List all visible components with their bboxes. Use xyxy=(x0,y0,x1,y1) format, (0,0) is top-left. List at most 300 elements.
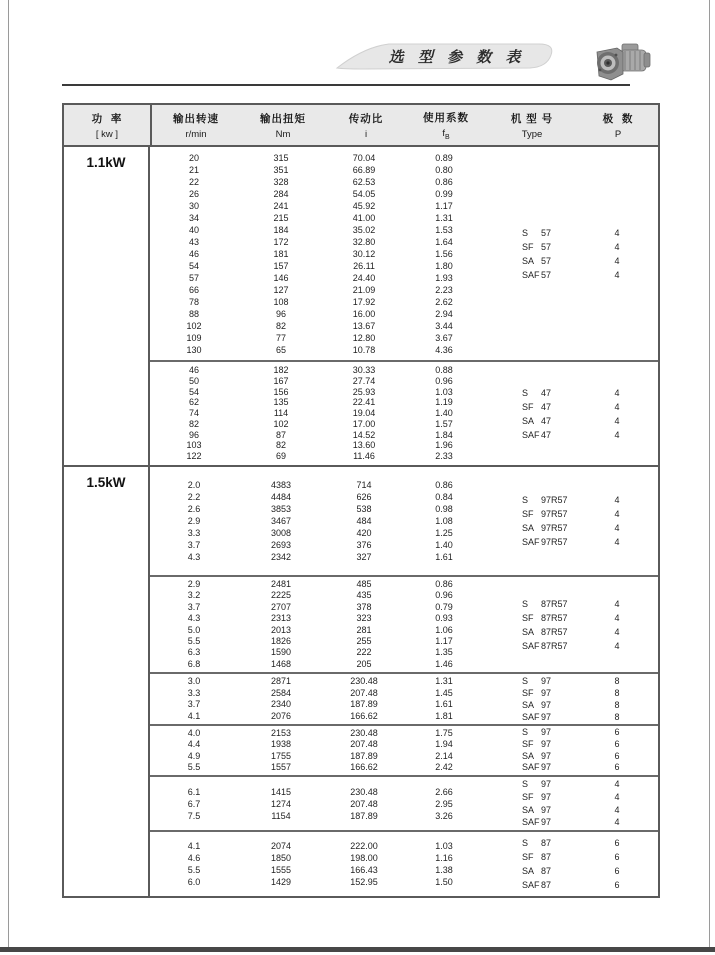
ratio-value: 14.52 xyxy=(352,429,376,440)
power-label: 1.1kW xyxy=(64,147,150,465)
type-model-number: 47 xyxy=(541,401,552,412)
speed-value: 21 xyxy=(188,164,199,175)
ratio-value: 19.04 xyxy=(352,408,376,419)
page-right-border xyxy=(709,0,710,949)
torque-value: 182 xyxy=(273,364,289,375)
type-cell xyxy=(484,226,576,240)
type-model-number: 87R57 xyxy=(541,626,568,637)
torque-value: 2313 xyxy=(270,613,292,624)
type-prefix: SF xyxy=(522,688,534,698)
torque-value: 4383 xyxy=(270,480,292,490)
speed-value: 82 xyxy=(188,418,199,429)
fb-value: 2.14 xyxy=(435,750,453,761)
ratio-value: 626 xyxy=(356,492,372,502)
type-cell xyxy=(484,625,576,639)
speed-value: 6.7 xyxy=(187,798,201,809)
speed-value: 3.3 xyxy=(187,528,201,538)
fb-value: 3.44 xyxy=(435,320,453,331)
ratio-value: 187.89 xyxy=(350,810,378,821)
torque-value: 4484 xyxy=(270,492,292,502)
speed-value: 2.0 xyxy=(187,480,201,490)
type-model-number: 57 xyxy=(541,241,552,252)
speed-value: 3.7 xyxy=(187,601,201,612)
speed-value: 62 xyxy=(188,397,199,408)
type-prefix: SA xyxy=(522,750,535,761)
type-cell xyxy=(484,639,576,653)
type-model-number: 47 xyxy=(541,429,552,440)
type-prefix: S xyxy=(522,495,529,505)
pole-count: 6 xyxy=(614,727,620,737)
ratio-value: 230.48 xyxy=(350,786,378,797)
speed-value: 6.3 xyxy=(187,647,201,658)
speed-value: 102 xyxy=(186,320,202,331)
ratio-value: 66.89 xyxy=(352,164,376,175)
ratio-value: 12.80 xyxy=(352,332,376,343)
pole-count: 8 xyxy=(614,700,620,710)
type-prefix: SAF xyxy=(522,429,540,440)
data-block xyxy=(150,726,658,777)
type-model-number: 87 xyxy=(541,866,552,876)
ratio-value: 10.78 xyxy=(352,344,376,355)
data-block xyxy=(150,467,658,577)
type-cell xyxy=(484,727,576,739)
speed-value: 2.6 xyxy=(187,504,201,514)
page-bottom-bar xyxy=(0,947,715,952)
fb-value: 1.35 xyxy=(435,647,453,658)
ratio-value: 207.48 xyxy=(350,739,378,750)
pole-count: 4 xyxy=(614,509,620,519)
header-output-torque xyxy=(240,105,326,145)
fb-value: 0.84 xyxy=(435,492,453,502)
header-service-factor-cn: 使用系数 xyxy=(423,111,469,124)
header-service-factor-unit: $f_B$ xyxy=(442,127,450,141)
type-model-number: 97 xyxy=(541,712,552,722)
torque-value: 2013 xyxy=(270,624,292,635)
type-model-number: 47 xyxy=(541,387,552,398)
speed-value: 4.0 xyxy=(187,728,201,738)
header-model-type-cn: 机 型 号 xyxy=(510,112,554,125)
type-cell xyxy=(484,836,576,850)
torque-value: 215 xyxy=(273,212,289,223)
type-columns xyxy=(484,832,658,896)
torque-value: 157 xyxy=(273,260,289,271)
type-prefix: SF xyxy=(522,612,534,623)
numeric-columns xyxy=(150,674,484,724)
torque-value: 2076 xyxy=(270,710,292,721)
type-prefix: SF xyxy=(522,401,534,412)
type-prefix: S xyxy=(522,387,529,398)
torque-value: 2871 xyxy=(270,676,292,686)
type-prefix: SA xyxy=(522,523,535,533)
type-cell xyxy=(484,240,576,254)
speed-value: 4.1 xyxy=(187,841,201,851)
ratio-value: 11.46 xyxy=(353,451,375,462)
torque-value: 1429 xyxy=(270,877,292,887)
torque-value: 2707 xyxy=(270,601,292,612)
ratio-value: 207.48 xyxy=(350,798,378,809)
type-model-number: 97 xyxy=(541,791,552,802)
header-output-torque-unit: Nm xyxy=(275,128,291,140)
torque-value: 65 xyxy=(275,344,286,355)
fb-value: 1.94 xyxy=(435,739,453,750)
numeric-columns xyxy=(150,577,484,672)
type-model-number: 97 xyxy=(541,727,552,737)
fb-value: 0.99 xyxy=(435,188,453,199)
pole-count: 6 xyxy=(614,852,620,862)
speed-value: 30 xyxy=(188,200,199,211)
torque-value: 1826 xyxy=(270,635,292,646)
speed-value: 7.5 xyxy=(187,810,201,821)
speed-value: 54 xyxy=(188,386,199,397)
pole-count: 4 xyxy=(614,255,620,266)
numeric-columns xyxy=(150,362,484,465)
type-columns xyxy=(484,147,658,360)
speed-value: 78 xyxy=(188,296,199,307)
pole-count: 4 xyxy=(614,227,620,238)
page-title: 选 型 参 数 表 xyxy=(388,49,526,66)
pole-count: 4 xyxy=(614,387,620,398)
header-poles-cn: 极 数 xyxy=(602,112,634,125)
fb-value: 1.56 xyxy=(435,248,453,259)
ratio-value: 435 xyxy=(356,590,372,601)
torque-value: 87 xyxy=(275,429,286,440)
page-left-border xyxy=(8,0,9,949)
ratio-value: 17.92 xyxy=(352,296,376,307)
header-power xyxy=(64,105,152,145)
ratio-value: 484 xyxy=(356,516,372,526)
torque-value: 315 xyxy=(273,152,289,163)
torque-value: 1555 xyxy=(270,865,292,875)
speed-value: 46 xyxy=(188,248,199,259)
speed-value: 122 xyxy=(186,451,202,462)
ratio-value: 22.41 xyxy=(352,397,376,408)
type-model-number: 57 xyxy=(541,269,552,280)
pole-count: 4 xyxy=(614,241,620,252)
type-model-number: 97 xyxy=(541,738,552,749)
data-block xyxy=(150,577,658,674)
speed-value: 5.5 xyxy=(187,865,201,875)
pole-count: 6 xyxy=(614,750,620,761)
pole-count: 4 xyxy=(614,626,620,637)
ratio-value: 54.05 xyxy=(352,188,376,199)
data-block xyxy=(150,832,658,896)
type-model-number: 97 xyxy=(541,779,552,789)
type-cell xyxy=(484,675,576,687)
ratio-value: 198.00 xyxy=(350,853,378,863)
fb-value: 0.86 xyxy=(435,480,453,490)
torque-value: 1850 xyxy=(270,853,292,863)
fb-value: 1.16 xyxy=(435,853,453,863)
pole-count: 4 xyxy=(614,804,620,815)
ratio-value: 70.04 xyxy=(352,152,376,163)
fb-value: 2.66 xyxy=(435,786,453,797)
torque-value: 328 xyxy=(273,176,289,187)
speed-value: 4.6 xyxy=(187,853,201,863)
selection-parameter-table xyxy=(62,103,660,898)
header-output-speed-cn: 输出转速 xyxy=(173,112,219,125)
torque-value: 82 xyxy=(275,320,286,331)
ratio-value: 24.40 xyxy=(352,272,376,283)
pole-count: 4 xyxy=(614,401,620,412)
ratio-value: 152.95 xyxy=(350,877,378,887)
speed-value: 26 xyxy=(188,188,199,199)
speed-value: 54 xyxy=(188,260,199,271)
torque-value: 2342 xyxy=(270,552,292,562)
type-prefix: SAF xyxy=(522,537,540,547)
type-model-number: 87 xyxy=(541,838,552,848)
pole-count: 4 xyxy=(614,495,620,505)
type-columns xyxy=(484,726,658,775)
torque-value: 2074 xyxy=(270,841,292,851)
type-model-number: 47 xyxy=(541,415,552,426)
speed-value: 57 xyxy=(188,272,199,283)
torque-value: 114 xyxy=(273,408,289,419)
type-model-number: 57 xyxy=(541,255,552,266)
fb-value: 0.79 xyxy=(435,601,453,612)
torque-value: 1590 xyxy=(270,647,292,658)
ratio-value: 205 xyxy=(356,658,372,669)
speed-value: 6.0 xyxy=(187,877,201,887)
torque-value: 127 xyxy=(273,284,289,295)
torque-value: 156 xyxy=(273,386,289,397)
ratio-value: 207.48 xyxy=(350,687,378,698)
type-cell xyxy=(484,778,576,791)
type-prefix: S xyxy=(522,676,529,686)
type-prefix: SA xyxy=(522,626,535,637)
torque-value: 1468 xyxy=(270,658,292,669)
fb-value: 1.64 xyxy=(435,236,453,247)
fb-value: 2.95 xyxy=(435,798,453,809)
fb-value: 0.98 xyxy=(435,504,453,514)
type-cell xyxy=(484,739,576,751)
ratio-value: 230.48 xyxy=(350,728,378,738)
ratio-value: 17.00 xyxy=(352,418,376,429)
fb-value: 2.42 xyxy=(435,761,453,772)
type-prefix: SA xyxy=(522,415,535,426)
type-columns xyxy=(484,674,658,724)
type-model-number: 97 xyxy=(541,750,552,761)
fb-value: 2.62 xyxy=(435,296,453,307)
torque-value: 108 xyxy=(273,296,289,307)
pole-count: 4 xyxy=(614,791,620,802)
type-model-number: 87 xyxy=(541,880,552,890)
speed-value: 5.5 xyxy=(187,761,201,772)
power-section xyxy=(64,147,658,467)
section-blocks xyxy=(150,147,658,465)
pole-count: 6 xyxy=(614,880,620,890)
torque-value: 102 xyxy=(273,418,289,429)
type-prefix: SF xyxy=(522,852,534,862)
header-power-cn: 功 率 xyxy=(91,112,123,125)
header-poles xyxy=(578,105,658,145)
type-cell xyxy=(484,414,576,428)
speed-value: 3.7 xyxy=(187,540,201,550)
type-cell xyxy=(484,850,576,864)
type-cell xyxy=(484,521,576,535)
type-model-number: 97 xyxy=(541,676,552,686)
type-columns xyxy=(484,777,658,830)
speed-value: 4.4 xyxy=(187,739,201,750)
type-cell xyxy=(484,428,576,442)
type-cell xyxy=(484,597,576,611)
speed-value: 103 xyxy=(186,440,202,451)
speed-value: 50 xyxy=(188,375,199,386)
type-prefix: SAF xyxy=(522,269,540,280)
speed-value: 4.9 xyxy=(187,750,201,761)
type-cell xyxy=(484,268,576,282)
pole-count: 6 xyxy=(614,838,620,848)
torque-value: 3008 xyxy=(270,528,292,538)
ratio-value: 538 xyxy=(356,504,372,514)
ratio-value: 166.62 xyxy=(350,761,378,772)
type-model-number: 97R57 xyxy=(541,495,568,505)
fb-value: 2.94 xyxy=(435,308,453,319)
power-label: 1.5kW xyxy=(64,467,150,896)
type-cell xyxy=(484,878,576,892)
data-block xyxy=(150,674,658,726)
torque-value: 351 xyxy=(273,164,289,175)
torque-value: 77 xyxy=(275,332,286,343)
pole-count: 4 xyxy=(614,415,620,426)
numeric-columns xyxy=(150,832,484,896)
pole-count: 8 xyxy=(614,688,620,698)
speed-value: 74 xyxy=(188,408,199,419)
fb-value: 1.46 xyxy=(435,658,453,669)
fb-value: 1.25 xyxy=(435,528,453,538)
torque-value: 184 xyxy=(273,224,289,235)
pole-count: 4 xyxy=(614,817,620,828)
type-cell xyxy=(484,864,576,878)
ratio-value: 25.93 xyxy=(352,386,376,397)
data-block xyxy=(150,362,658,465)
speed-value: 4.3 xyxy=(187,613,201,624)
type-model-number: 57 xyxy=(541,227,552,238)
header-output-speed xyxy=(152,105,240,145)
ratio-value: 35.02 xyxy=(352,224,376,235)
header-ratio-unit: i xyxy=(364,128,368,140)
speed-value: 2.2 xyxy=(187,492,201,502)
ratio-value: 41.00 xyxy=(352,212,376,223)
speed-value: 43 xyxy=(188,236,199,247)
type-cell xyxy=(484,386,576,400)
ratio-value: 21.09 xyxy=(352,284,376,295)
ratio-value: 323 xyxy=(356,613,372,624)
type-columns xyxy=(484,362,658,465)
torque-value: 2153 xyxy=(270,728,292,738)
torque-value: 2225 xyxy=(270,590,292,601)
title-divider-line xyxy=(62,84,630,86)
type-model-number: 87R57 xyxy=(541,640,568,651)
ratio-value: 255 xyxy=(356,635,372,646)
speed-value: 4.1 xyxy=(187,710,201,721)
torque-value: 172 xyxy=(273,236,289,247)
type-model-number: 97 xyxy=(541,817,552,828)
torque-value: 69 xyxy=(275,451,286,462)
fb-value: 0.89 xyxy=(435,152,453,163)
section-blocks xyxy=(150,467,658,896)
type-model-number: 97 xyxy=(541,700,552,710)
ratio-value: 166.43 xyxy=(350,865,378,875)
torque-value: 241 xyxy=(273,200,289,211)
fb-value: 4.36 xyxy=(435,344,453,355)
fb-value: 1.81 xyxy=(435,710,453,721)
speed-value: 6.1 xyxy=(187,786,201,797)
pole-count: 4 xyxy=(614,640,620,651)
torque-value: 167 xyxy=(273,375,289,386)
speed-value: 2.9 xyxy=(187,516,201,526)
type-prefix: S xyxy=(522,838,529,848)
type-cell xyxy=(484,493,576,507)
type-cell xyxy=(484,699,576,711)
type-prefix: SAF xyxy=(522,817,540,828)
ratio-value: 13.67 xyxy=(352,320,376,331)
ratio-value: 30.12 xyxy=(352,248,376,259)
type-columns xyxy=(484,577,658,672)
speed-value: 46 xyxy=(188,364,199,375)
fb-value: 3.26 xyxy=(435,810,453,821)
fb-value: 1.57 xyxy=(435,418,453,429)
torque-value: 181 xyxy=(273,248,289,259)
ratio-value: 26.11 xyxy=(353,260,375,271)
ratio-value: 281 xyxy=(356,624,372,635)
type-prefix: SF xyxy=(522,509,534,519)
fb-value: 1.45 xyxy=(435,687,453,698)
torque-value: 1154 xyxy=(271,810,291,821)
fb-value: 2.33 xyxy=(435,451,453,462)
type-cell xyxy=(484,400,576,414)
pole-count: 4 xyxy=(614,523,620,533)
ratio-value: 16.00 xyxy=(352,308,376,319)
pole-count: 8 xyxy=(614,712,620,722)
fb-value: 1.17 xyxy=(435,635,453,646)
type-model-number: 97R57 xyxy=(541,537,568,547)
fb-value: 1.03 xyxy=(435,841,453,851)
speed-value: 96 xyxy=(188,429,199,440)
type-model-number: 87 xyxy=(541,852,552,862)
fb-value: 1.96 xyxy=(435,440,453,451)
type-prefix: SA xyxy=(522,866,535,876)
pole-count: 6 xyxy=(614,762,620,773)
type-model-number: 97R57 xyxy=(541,523,568,533)
numeric-columns xyxy=(150,777,484,830)
ratio-value: 62.53 xyxy=(352,176,376,187)
type-columns xyxy=(484,467,658,575)
fb-value: 1.40 xyxy=(435,540,453,550)
type-prefix: SF xyxy=(522,791,534,802)
fb-value: 0.88 xyxy=(435,364,453,375)
pole-count: 4 xyxy=(614,537,620,547)
type-cell xyxy=(484,611,576,625)
speed-value: 66 xyxy=(188,284,199,295)
ratio-value: 378 xyxy=(356,601,372,612)
speed-value: 130 xyxy=(186,344,202,355)
fb-value: 1.93 xyxy=(435,272,453,283)
torque-value: 3467 xyxy=(270,516,292,526)
fb-value: 2.23 xyxy=(435,284,453,295)
type-cell xyxy=(484,507,576,521)
fb-value: 1.08 xyxy=(435,516,453,526)
type-model-number: 87R57 xyxy=(541,612,568,623)
fb-value: 1.75 xyxy=(435,728,453,738)
torque-value: 2584 xyxy=(270,687,292,698)
type-prefix: S xyxy=(522,779,529,789)
data-block xyxy=(150,147,658,362)
speed-value: 5.5 xyxy=(187,635,201,646)
torque-value: 3853 xyxy=(270,504,292,514)
fb-value: 1.50 xyxy=(435,877,453,887)
ratio-value: 32.80 xyxy=(352,236,376,247)
type-prefix: SA xyxy=(522,700,535,710)
